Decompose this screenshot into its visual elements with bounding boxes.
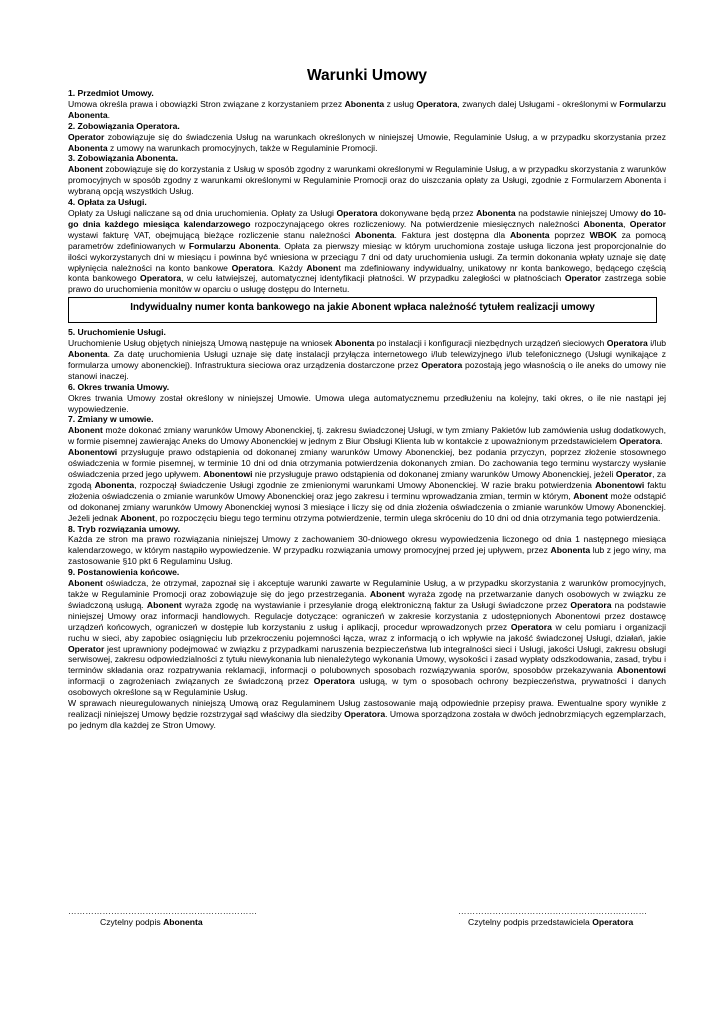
section-paragraph: [68, 164, 666, 197]
bold-term: Operatora: [140, 273, 182, 284]
bold-term: do 10-go dnia każdego miesiąca kalendarzowego: [68, 207, 666, 229]
bold-term: Abonenta: [509, 229, 550, 240]
signature-abonent: [68, 906, 278, 928]
bold-term: Operatora: [336, 207, 378, 218]
signature-operator: [458, 906, 668, 928]
bank-account-box: [68, 297, 657, 323]
bold-term: Operator: [68, 643, 105, 654]
text-run: pozostają jego własnością o ile aneks do umowy nie stanowi inaczej.: [68, 359, 666, 381]
bold-term: Abonentowi: [203, 469, 253, 479]
text-run: . Opłata za pierwszy miesiąc w którym uruchomiona zostaje usługa liczona jest proporcjonalnie do ilości wykorzystanych dni w miesiącu i powinna być wniesiona w przeciągu 7 dni od daty uruchomienia usługi. Za termin dokonania wpłaty uznaje się datę wpłynięcia należności na konto bankowe: [68, 240, 666, 273]
bold-term: Operatora: [313, 676, 355, 687]
signature-label-prefix: Czytelny podpis przedstawiciela: [468, 917, 593, 927]
bold-term: Abonent: [68, 425, 103, 436]
bold-term: Operatora: [606, 338, 648, 349]
document-page: [68, 66, 666, 731]
bold-term: Abonenta: [94, 479, 135, 490]
section-heading: 5. Uruchomienie Usługi.: [68, 327, 166, 338]
section-paragraph: [68, 447, 666, 523]
text-run: .: [660, 436, 663, 447]
bold-term: Formularzu Abonenta: [68, 98, 666, 120]
bold-term: Abonenta: [550, 545, 591, 556]
text-run: Umowa określa prawa i obowiązki Stron związane z korzystaniem przez: [68, 98, 345, 109]
signature-label-prefix: Czytelny podpis: [100, 917, 164, 927]
text-run: wyraża zgodę na wystawianie i przesyłanie drogą elektroniczną faktur za Usługi świadczone przez: [181, 599, 571, 610]
text-run: W sprawach nieuregulowanych niniejszą Umową oraz Regulaminem Usług zastosowanie mają odpowiednie przepisy prawa. Ewentualne spory wynikłe z realizacji niniejszej Umowy będzie rozstrzygał sąd właściwy dla siedziby: [68, 698, 666, 719]
bold-term: Abonent: [68, 164, 103, 175]
text-run: zobowiązuje się do świadczenia Usług na warunkach określonych w niniejszej Umowie, Regulaminie Usług, a w przypadku skorzystania przez: [104, 131, 666, 142]
text-run: poprzez: [549, 229, 590, 240]
signature-label-bold: Abonenta: [163, 917, 203, 927]
bold-term: Abonentowi: [68, 447, 118, 458]
text-run: jest uprawniony podejmować w związku z przypadkami naruszenia bezpieczeństwa lub integralności sieci i Usługi, jakości Usługi, zakresu obsługi serwisowej, zakresu odpowiedzialności z tytułu niewykonania lub nienależytego wykonania Umowy, wysokości i zasad wypłaty odszkodowania, zasad, trybu i terminów składania oraz rozpatrywania reklamacji, informacji o polubownych sposobach rozwiązywania sporów, sposobów przekazywania: [68, 643, 666, 676]
text-run: wyraża zgodę na przetwarzanie danych osobowych w związku ze świadczoną usługą.: [68, 588, 666, 610]
text-run: z usług: [384, 98, 417, 109]
bold-term: Abonent: [369, 588, 405, 599]
bold-term: Abonent: [68, 578, 103, 589]
signature-area: [68, 906, 666, 936]
signature-label-operator: [458, 917, 668, 928]
text-run: wystawi fakturę VAT, obejmującą bieżące rozliczenie stanu należności: [68, 229, 355, 240]
text-run: i/lub: [647, 338, 667, 349]
text-run: .: [107, 109, 111, 120]
bold-term: Abonenta: [476, 207, 516, 218]
text-run: . Faktura jest dostępna dla: [394, 229, 510, 240]
text-run: Opłaty za Usługi naliczane są od dnia uruchomienia. Opłaty za Usługi: [68, 207, 337, 218]
bold-term: Operatora: [344, 708, 386, 719]
text-run: oświadcza, że otrzymał, zapoznał się i akceptuje warunki zawarte w Regulaminie Usług, a w przypadku skorzystania z warunków promocyjnych, także w Regulaminie Promocji oraz zobowiązuje się do jego przestrzegania.: [68, 578, 666, 599]
bold-term: Operatora: [619, 436, 661, 447]
bold-term: Abonent: [146, 599, 182, 610]
text-run: . Za datę uruchomienia Usługi uznaje się datę instalacji przyłącza internetowego i/lub telewizyjnego i/lub telefonicznego (Usługi wynikające z formularza umowy abonenckiej). Infrastruktura sieciowa oraz urządzenia dostarczone przez: [68, 349, 666, 370]
bold-term: WBOK: [589, 229, 617, 240]
section-heading: 1. Przedmiot Umowy.: [68, 88, 154, 98]
text-run: może dokonać zmiany warunków Umowy Abonenckiej, tj. zakresu świadczonej Usługi, w tym zmiany Pakietów lub zamówienia usług dodatkowych, w formie pisemnej zawierając Aneks do Umowy Abonenckiej w jednym z Biur Obsługi Klienta lub w kontakcie z upoważnionym przedstawicielem: [68, 425, 666, 447]
bold-term: Operator: [68, 131, 105, 142]
signature-label-abonent: [68, 917, 278, 928]
bold-term: Operator: [615, 469, 653, 479]
signature-line-abonent: …………………………………………………………: [68, 906, 258, 916]
section-paragraph: [68, 208, 666, 295]
text-run: , w celu łatwiejszej, automatycznej identyfikacji płatności. W przypadku zaległości w płatnościach: [181, 273, 565, 284]
bold-term: Operator: [564, 273, 602, 284]
sections-after-box: [68, 327, 666, 731]
text-run: po instalacji i konfiguracji niezbędnych urządzeń sieciowych: [374, 338, 607, 349]
bold-term: Abonentowi: [595, 479, 645, 490]
signature-label-bold: Operatora: [592, 917, 634, 927]
text-run: w celu pomiaru i organizacji ruchu w sieci, aby zapobiec osiągnięciu lub przekroczeniu pojemności łącza, wraz z informacją o ich wpływie na jakość świadczonej Usługi, działań, jakie: [68, 621, 666, 643]
text-run: Okres trwania Umowy został określony w niniejszej Umowie. Umowa ulega automatycznemu przedłużeniu na kolejny, taki okres, o ile nie nastąpi jej wypowiedzenie.: [68, 392, 666, 414]
bold-term: Abonent: [120, 512, 155, 523]
section-paragraph: [68, 338, 666, 382]
text-run: Każda ze stron ma prawo rozwiązania niniejszej Umowy z zachowaniem 30-dniowego okresu wypowiedzenia liczonego od dnia 1 następnego miesiąca kalendarzowego, w którym nastąpiło wypowiedzenie. W przypadku rozwiązania umowy promocyjnej przed jej upływem, przez: [68, 534, 666, 556]
text-run: faktu złożenia oświadczenia o zmianie warunków Umowy Abonenckiej oraz jego zakresu i terminu wprowadzania zmian, termin w którym,: [68, 479, 666, 501]
section-paragraph: [68, 698, 666, 731]
section-heading: 2. Zobowiązania Operatora.: [68, 120, 180, 131]
text-run: Uruchomienie Usług objętych niniejszą Umową następuje na wniosek: [68, 338, 335, 349]
bold-term: Operator: [629, 218, 666, 229]
text-run: zobowiązuje się do korzystania z Usług w sposób zgodny z warunkami określonymi w Regulaminie Usług, a w przypadku skorzystania z warunków promocyjnych w sposób zgodny z warunkami określonymi w Regulaminie Promocji oraz do uiszczania opłaty za Usługi, zgodnie z Formularzem Abonenta i wybraną opcją wszystkich Usług.: [68, 164, 666, 197]
bold-term: Abonenta: [344, 98, 385, 109]
bold-term: Operatora: [421, 359, 463, 370]
signature-line-operator: …………………………………………………………: [458, 906, 648, 916]
bold-term: Operatora: [416, 98, 458, 109]
bold-term: Abonent: [573, 490, 609, 501]
text-run: , zwanych dalej Usługami - określonymi w: [457, 98, 620, 109]
text-run: lub z jego winy, ma zastosowanie §10 pkt 6 Regulaminu Usług.: [68, 545, 666, 567]
text-run: usługą, w tym o sposobach ochrony bezpieczeństwa, prywatności i danych osobowych określone są w Regulaminie Usług.: [68, 676, 667, 698]
bold-term: Abonenta: [68, 349, 108, 360]
text-run: rozpoczynającego okres rozliczeniowy. Na potwierdzenie miesięcznych należności: [250, 218, 584, 229]
text-run: dokonywane będą przez: [377, 207, 477, 218]
text-run: , za zgodą: [68, 469, 667, 490]
section-paragraph: [68, 534, 666, 567]
bold-term: Abonenta: [354, 229, 395, 240]
section-paragraph: [68, 578, 666, 698]
text-run: zastrzega sobie prawo do uruchomienia monitów w oparciu o usługę dostępu do Internetu.: [68, 273, 666, 295]
text-run: ,: [623, 218, 630, 229]
text-run: . Każdy: [272, 262, 307, 273]
document-title: Warunki Umowy: [307, 67, 427, 84]
text-run: może odstąpić od dokonanej zmiany warunków Umowy Abonenckiej wynosi 3 miesiące i liczy się od dnia złożenia oświadczenia o zmianie warunków Umowy Abonenckiej. Jeżeli jednak: [68, 490, 666, 523]
text-run: nie przysługuje prawo odstąpienia od dokonanej zmiany warunków Umowy Abonenckiej, jeżeli: [252, 469, 616, 479]
section-paragraph: [68, 393, 666, 415]
text-run: na podstawie niniejszej Umowy oraz informacji handlowych. Regulacje dotyczące: ograniczeń w zakresie korzystania z udostępnionych Abonentowi przez dostawcę urządzeń końcowych, ograniczeń w dostępie lub korzystaniu z usług i aplikacji, procedur wprowadzonych przez: [68, 599, 667, 632]
text-run: , rozpoczął świadczenie Usługi zgodnie ze zmienionymi warunkami Umowy Abonenckiej. W razie braku potwierdzenia: [134, 479, 596, 490]
sections-before-box: [68, 88, 666, 295]
text-run: z umowy na warunkach promocyjnych, także w Regulaminie Promocji.: [107, 142, 378, 153]
section-heading: 8. Tryb rozwiązania umowy.: [68, 523, 181, 534]
text-run: . Umowa sporządzona została w dwóch jednobrzmiących egzemplarzach, po jednym dla każdej ze Stron Umowy.: [68, 708, 667, 730]
text-run: przysługuje prawo odstąpienia od dokonanej zmiany warunków Umowy Abonenckiej, bez podania przyczyn, poprzez złożenie stosownego oświadczenia w formie pisemnej, w terminie 10 dni od dnia otrzymania potwierdzenia dokonanych zmian. Do zachowania tego terminu wystarczy wysłanie oświadczenia przed jego upływem.: [68, 447, 666, 479]
section-heading: 6. Okres trwania Umowy.: [68, 381, 170, 392]
bold-term: Operatora: [231, 262, 273, 273]
text-run: t ma zdefiniowany indywidualny, unikatowy nr konta bankowego, będącego częścią konta bankowego: [68, 262, 666, 284]
section-heading: 9. Postanowienia końcowe.: [68, 567, 180, 578]
section-paragraph: [68, 132, 666, 154]
bold-term: Abonenta: [334, 338, 375, 349]
bold-term: Abonentowi: [616, 665, 666, 676]
text-run: , po rozpoczęciu biegu tego terminu otrzyma potwierdzenie, termin ulega skróceniu do 10 dni od dnia otrzymania tego potwierdzenia.: [154, 512, 661, 523]
bold-term: Operatora: [510, 621, 552, 632]
bold-term: Abonenta: [68, 142, 108, 153]
text-run: za pomocą parametrów zdefiniowanych w: [68, 229, 666, 251]
bold-term: Formularzu Abonenta: [188, 240, 279, 251]
section-heading: 7. Zmiany w umowie.: [68, 414, 154, 425]
bank-account-heading: Indywidualny numer konta bankowego na jakie Abonent wpłaca należność tytułem realizacji umowy: [130, 302, 595, 314]
text-run: informacji o zagrożeniach związanych ze świadczoną przez: [68, 676, 314, 687]
bold-term: Abonen: [306, 262, 339, 273]
section-heading: 4. Opłata za Usługi.: [68, 197, 147, 208]
bold-term: Operatora: [570, 599, 612, 610]
text-run: na podstawie niniejszej Umowy: [515, 207, 641, 218]
bold-term: Abonenta: [583, 218, 624, 229]
section-paragraph: [68, 425, 666, 447]
section-heading: 3. Zobowiązania Abonenta.: [68, 153, 178, 164]
section-paragraph: [68, 99, 666, 121]
